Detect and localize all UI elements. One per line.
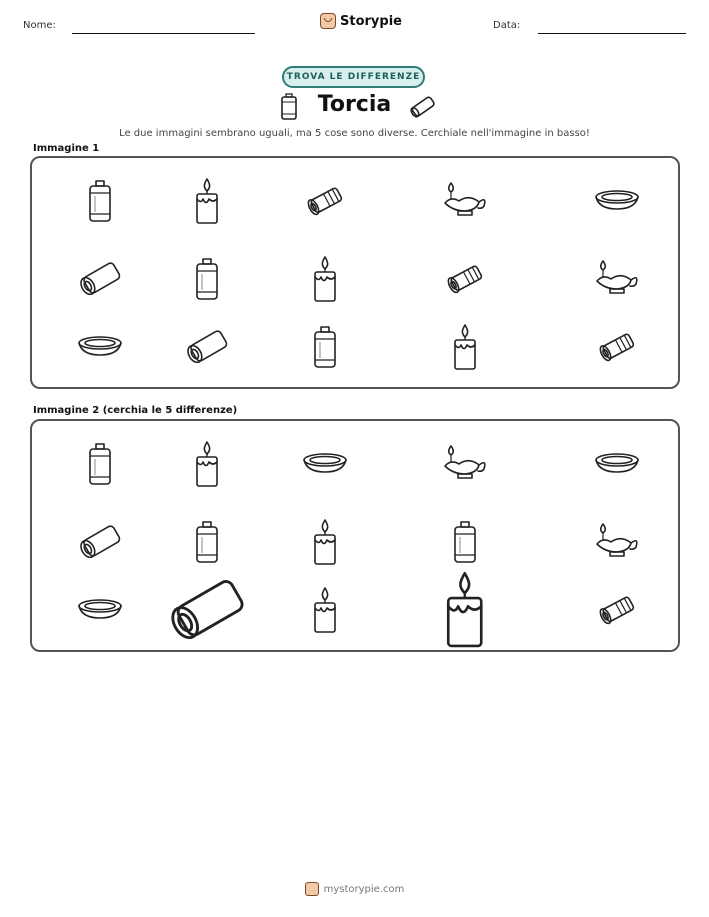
flashlight-icon[interactable] [595, 331, 639, 367]
name-label: Nome: [23, 20, 56, 31]
date-field[interactable] [538, 33, 686, 34]
image1-label: Immagine 1 [33, 143, 100, 154]
name-field[interactable] [72, 33, 255, 34]
page-title: Torcia [317, 92, 392, 117]
candle-icon[interactable] [450, 323, 480, 375]
dish-icon[interactable] [77, 597, 123, 627]
candle-icon[interactable] [192, 440, 222, 492]
image1-panel[interactable] [30, 156, 680, 389]
oil-lamp-icon[interactable] [593, 259, 641, 303]
flashlight-icon[interactable] [595, 594, 639, 630]
oil-lamp-icon[interactable] [593, 522, 641, 566]
candle-icon[interactable] [310, 518, 340, 570]
brand-name: Storypie [340, 13, 402, 29]
battery-icon[interactable] [452, 520, 478, 568]
dish-icon[interactable] [594, 188, 640, 218]
candle-icon[interactable] [310, 255, 340, 307]
image2-label: Immagine 2 (cerchia le 5 differenze) [33, 405, 238, 416]
battery-icon[interactable] [194, 257, 220, 305]
battery-icon[interactable] [194, 520, 220, 568]
footer-site: mystorypie.com [323, 883, 405, 895]
flashlight-icon [408, 93, 440, 123]
image2-panel[interactable] [30, 419, 680, 652]
dish-icon[interactable] [594, 451, 640, 481]
dish-icon[interactable] [302, 451, 348, 481]
oil-lamp-icon[interactable] [441, 181, 489, 225]
tube-icon[interactable] [75, 259, 125, 303]
brand-logo [320, 13, 402, 29]
storypie-logo-icon [305, 882, 319, 896]
tube-icon[interactable] [182, 327, 232, 371]
instructions: Le due immagini sembrano uguali, ma 5 cose sono diverse. Cerchiale nell'immagine in basso! [119, 128, 590, 139]
dish-icon[interactable] [77, 334, 123, 364]
tube-icon[interactable] [162, 574, 252, 650]
oil-lamp-icon[interactable] [441, 444, 489, 488]
battery-icon[interactable] [312, 325, 338, 373]
flashlight-icon[interactable] [303, 185, 347, 221]
battery-icon[interactable] [87, 442, 113, 490]
candle-icon[interactable] [310, 586, 340, 638]
flashlight-icon[interactable] [443, 263, 487, 299]
activity-badge: TROVA LE DIFFERENZE [282, 66, 425, 88]
date-label: Data: [493, 20, 521, 31]
storypie-logo-icon [320, 13, 336, 29]
candle-icon[interactable] [440, 570, 490, 653]
tube-icon[interactable] [75, 522, 125, 566]
battery-icon[interactable] [87, 179, 113, 227]
footer [0, 882, 709, 896]
candle-icon[interactable] [192, 177, 222, 229]
